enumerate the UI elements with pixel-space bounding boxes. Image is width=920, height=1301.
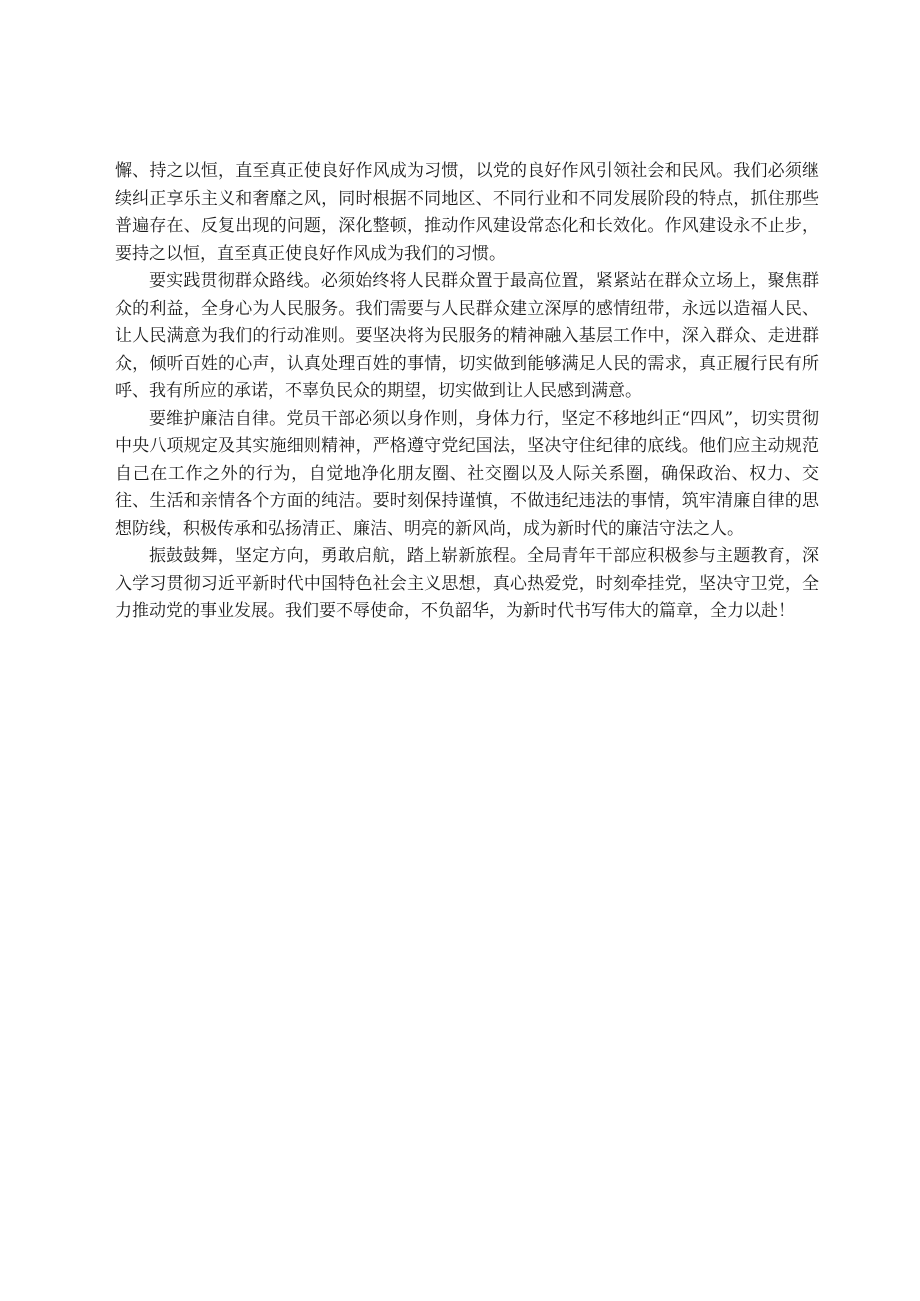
paragraph-continuation: 懈、持之以恒，直至真正使良好作风成为习惯，以党的良好作风引领社会和民风。我们必须继续纠正享乐主义和奢靡之风，同时根据不同地区、不同行业和不同发展阶段的特点，抓住那些普遍存在、反复出现的问题，深化整顿，推动作风建设常态化和长效化。作风建设永不止步，要持之以恒，直至真正使良好作风成为我们的习惯。 [115,161,819,264]
paragraph-integrity: 要维护廉洁自律。党员干部必须以身作则，身体力行，坚定不移地纠正“四风”，切实贯彻中央八项规定及其实施细则精神，严格遵守党纪国法，坚决守住纪律的底线。他们应主动规范自己在工作之外的行为，自觉地净化朋友圈、社交圈以及人际关系圈，确保政治、权力、交往、生活和亲情各个方面的纯洁。要时刻保持谨慎，不做违纪违法的事情，筑牢清廉自律的思想防线，积极传承和弘扬清正、廉洁、明亮的新风尚，成为新时代的廉洁守法之人。 [115,408,819,539]
paragraph-conclusion: 振鼓鼓舞，坚定方向，勇敢启航，踏上崭新旅程。全局青年干部应积极参与主题教育，深入学习贯彻习近平新时代中国特色社会主义思想，真心热爱党，时刻牵挂党，坚决守卫党，全力推动党的事业发展。我们要不辱使命，不负韶华，为新时代书写伟大的篇章，全力以赴！ [115,546,819,621]
paragraph-mass-line: 要实践贯彻群众路线。必须始终将人民群众置于最高位置，紧紧站在群众立场上，聚焦群众的利益，全身心为人民服务。我们需要与人民群众建立深厚的感情纽带，永远以造福人民、让人民满意为我们的行动准则。要坚决将为民服务的精神融入基层工作中，深入群众、走进群众，倾听百姓的心声，认真处理百姓的事情，切实做到能够满足人民的需求，真正履行民有所呼、我有所应的承诺，不辜负民众的期望，切实做到让人民感到满意。 [115,271,819,401]
document-body [115,158,819,626]
